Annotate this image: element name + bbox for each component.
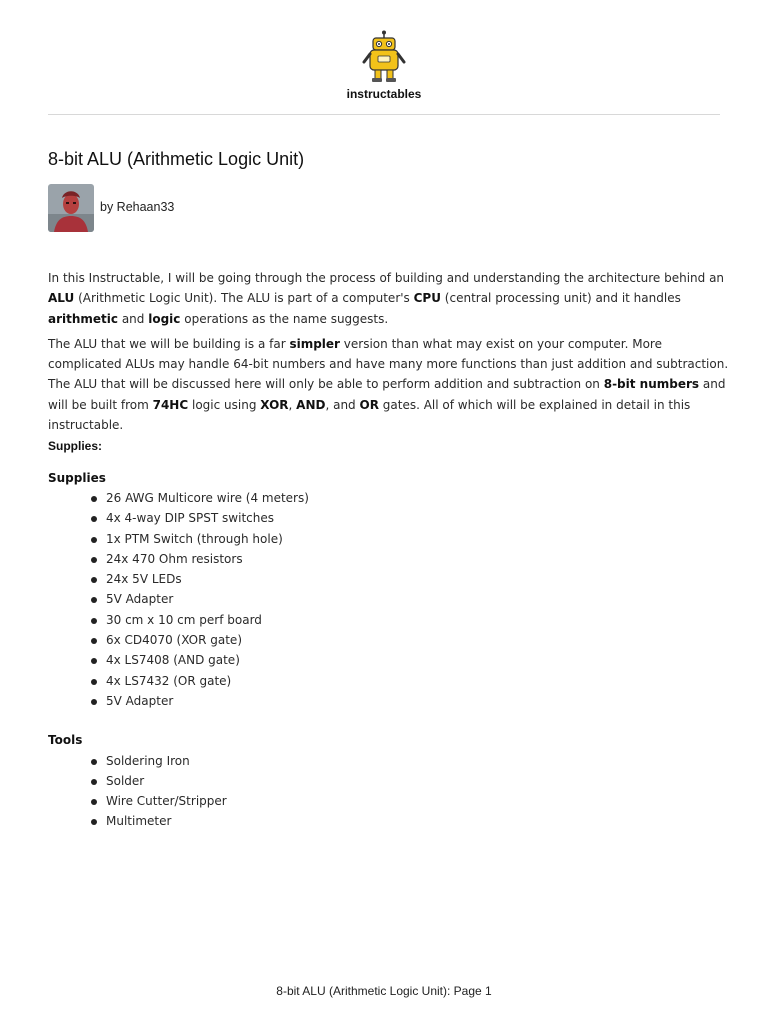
author-avatar[interactable] <box>48 184 94 232</box>
list-item: 24x 5V LEDs <box>106 569 738 589</box>
list-item: 6x CD4070 (XOR gate) <box>106 630 738 650</box>
supplies-heading: Supplies <box>48 470 106 485</box>
list-item: 4x LS7432 (OR gate) <box>106 671 738 691</box>
list-item: 4x 4-way DIP SPST switches <box>106 508 738 528</box>
list-item: Soldering Iron <box>106 751 738 771</box>
tools-heading: Tools <box>48 733 83 748</box>
article-body <box>48 268 738 832</box>
list-item: 5V Adapter <box>106 691 738 711</box>
tools-list <box>48 751 738 832</box>
list-item: 26 AWG Multicore wire (4 meters) <box>106 488 738 508</box>
list-item: Wire Cutter/Stripper <box>106 791 738 811</box>
supplies-label: Supplies: <box>48 439 103 454</box>
intro-paragraph-2: The ALU that we will be building is a far simpler version than what may exist on your computer. More complicated ALUs may handle 64-bit numbers and have many more functions than just addition and subtraction. The ALU that will be discussed here will only be able to perform addition and subtraction on 8-bit numbers and will be built from 74HC logic using XOR, AND, and OR gates. All of which will be explained in detail in this instructable. <box>48 336 729 433</box>
site-header <box>0 30 768 101</box>
list-item: 30 cm x 10 cm perf board <box>106 610 738 630</box>
page-title: 8-bit ALU (Arithmetic Logic Unit) <box>48 149 305 169</box>
intro-paragraph-1: In this Instructable, I will be going through the process of building and understanding the architecture behind an ALU (Arithmetic Logic Unit). The ALU is part of a computer's CPU (central processing unit) and it handles arithmetic and logic operations as the name suggests. <box>48 271 725 326</box>
list-item: 1x PTM Switch (through hole) <box>106 529 738 549</box>
author-byline[interactable]: by Rehaan33 <box>100 200 175 214</box>
brand-wordmark[interactable]: instructables <box>346 87 422 101</box>
supplies-list <box>48 488 738 711</box>
list-item: 24x 470 Ohm resistors <box>106 549 738 569</box>
robot-logo-icon[interactable] <box>361 30 407 84</box>
list-item: Solder <box>106 771 738 791</box>
list-item: 5V Adapter <box>106 589 738 609</box>
page-footer: 8-bit ALU (Arithmetic Logic Unit): Page 1 <box>276 984 492 998</box>
list-item: Multimeter <box>106 811 738 831</box>
list-item: 4x LS7408 (AND gate) <box>106 650 738 670</box>
header-divider <box>48 114 720 115</box>
